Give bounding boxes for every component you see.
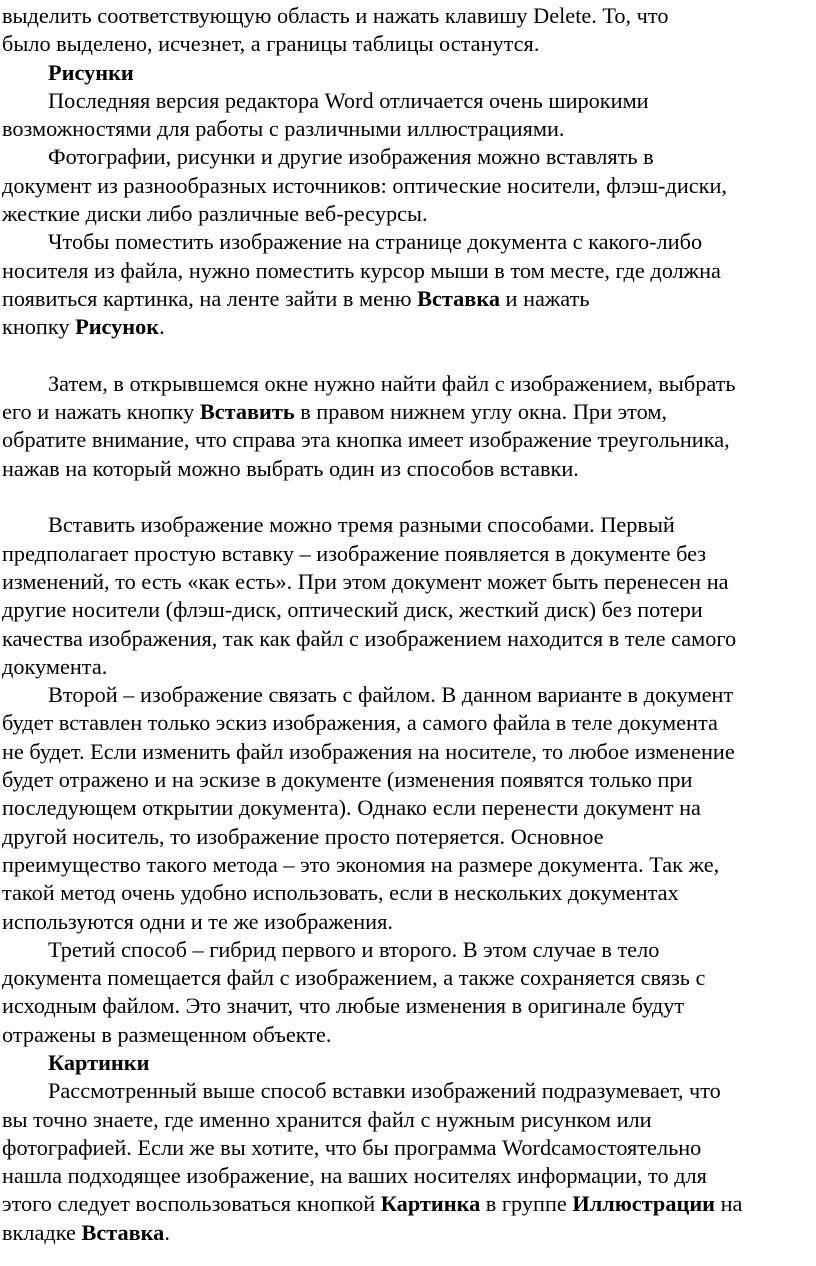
text-run: предполагает простую вставку – изображение появляется в документе без — [2, 540, 707, 566]
blank-line — [2, 342, 816, 370]
text-line — [2, 511, 816, 539]
text-run: Второй – изображение связать с файлом. В данном варианте в документ — [48, 682, 734, 708]
text-line — [2, 115, 816, 143]
text-line — [2, 398, 816, 426]
bold-term: Рисунок — [75, 314, 160, 340]
section-heading — [2, 59, 816, 87]
text-run: Затем, в открывшемся окне нужно найти файл с изображением, выбрать — [48, 370, 736, 396]
text-run: в группе — [480, 1191, 573, 1217]
text-run: такой метод очень удобно использовать, если в нескольких документах — [2, 880, 679, 906]
text-run: документа помещается файл с изображением, а также сохраняется связь с — [2, 965, 706, 991]
bold-term: Картинка — [380, 1191, 481, 1217]
text-line — [2, 879, 816, 907]
text-line — [2, 794, 816, 822]
text-line — [2, 257, 816, 285]
text-line — [2, 766, 816, 794]
text-line — [2, 625, 816, 653]
text-run: кнопку — [2, 314, 76, 340]
text-line — [2, 1134, 816, 1162]
text-line — [2, 709, 816, 737]
text-line — [2, 568, 816, 596]
text-run: будет вставлен только эскиз изображения, а самого файла в теле документа — [2, 710, 718, 736]
text-line — [2, 992, 816, 1020]
text-run: Вставить изображение можно тремя разными способами. Первый — [48, 512, 675, 538]
text-run: качества изображения, так как файл с изображением находится в теле самого — [2, 625, 737, 651]
text-run: другой носитель, то изображение просто потеряется. Основное — [2, 823, 604, 849]
section-heading — [2, 1049, 816, 1077]
text-run: нашла подходящее изображение, на ваших носителях информации, то для — [2, 1163, 707, 1189]
text-run: возможностями для работы с различными иллюстрациями. — [2, 116, 565, 142]
bold-term: Иллюстрации — [572, 1191, 716, 1217]
text-line — [2, 1077, 816, 1105]
text-line — [2, 936, 816, 964]
text-run: носителя из файла, нужно поместить курсор мыши в том месте, где должна — [2, 257, 721, 283]
text-line — [2, 1219, 816, 1247]
text-run: на — [715, 1191, 743, 1217]
text-run: фотографией. Если же вы хотите, что бы программа Wordсамостоятельно — [2, 1134, 702, 1160]
text-line — [2, 2, 816, 30]
text-line — [2, 540, 816, 568]
text-run: нажав на который можно выбрать один из способов вставки. — [2, 455, 579, 481]
text-run: появиться картинка, на ленте зайти в меню — [2, 285, 418, 311]
text-line — [2, 738, 816, 766]
text-run: исходным файлом. Это значит, что любые изменения в оригинале будут — [2, 993, 685, 1019]
text-line — [2, 313, 816, 341]
text-run: будет отражено и на эскизе в документе (изменения появятся только при — [2, 767, 693, 793]
text-line — [2, 653, 816, 681]
bold-term: Рисунки — [48, 59, 134, 85]
text-line — [2, 596, 816, 624]
text-run: обратите внимание, что справа эта кнопка имеет изображение треугольника, — [2, 427, 730, 453]
text-line — [2, 455, 816, 483]
bold-term: Вставить — [199, 399, 295, 425]
text-run: Последняя версия редактора Word отличается очень широкими — [48, 87, 649, 113]
text-run: этого следует воспользоваться кнопкой — [2, 1191, 381, 1217]
text-run: вы точно знаете, где именно хранится файл с нужным рисунком или — [2, 1106, 652, 1132]
text-line — [2, 1190, 816, 1218]
text-run: . — [164, 1219, 170, 1245]
text-run: и нажать — [499, 285, 590, 311]
text-run: жесткие диски либо различные веб-ресурсы. — [2, 201, 428, 227]
text-line — [2, 851, 816, 879]
text-run: отражены в размещенном объекте. — [2, 1021, 332, 1047]
text-run: преимущество такого метода – это экономия на размере документа. Так же, — [2, 851, 720, 877]
text-line — [2, 908, 816, 936]
text-line — [2, 285, 816, 313]
text-run: Рассмотренный выше способ вставки изображений подразумевает, что — [48, 1078, 721, 1104]
text-run: было выделено, исчезнет, а границы таблицы останутся. — [2, 31, 540, 57]
text-run: . — [159, 314, 165, 340]
text-line — [2, 1162, 816, 1190]
text-line — [2, 200, 816, 228]
text-line — [2, 426, 816, 454]
text-line — [2, 172, 816, 200]
text-run: выделить соответствующую область и нажать клавишу Delete. То, что — [2, 3, 669, 28]
text-line — [2, 681, 816, 709]
bold-term: Вставка — [81, 1219, 165, 1245]
text-run: Чтобы поместить изображение на странице документа с какого-либо — [48, 229, 703, 255]
text-line — [2, 1106, 816, 1134]
text-line — [2, 823, 816, 851]
bold-term: Вставка — [417, 285, 500, 311]
text-line — [2, 228, 816, 256]
text-line — [2, 1021, 816, 1049]
text-run: Третий способ – гибрид первого и второго. В этом случае в тело — [48, 936, 660, 962]
text-line — [2, 30, 816, 58]
text-line — [2, 370, 816, 398]
text-run: документа. — [2, 653, 108, 679]
text-run: используются одни и те же изображения. — [2, 908, 393, 934]
text-line — [2, 964, 816, 992]
text-line — [2, 87, 816, 115]
text-line — [2, 143, 816, 171]
text-run: Фотографии, рисунки и другие изображения можно вставлять в — [48, 144, 654, 170]
text-run: другие носители (флэш-диск, оптический диск, жесткий диск) без потери — [2, 597, 703, 623]
text-run: в правом нижнем углу окна. При этом, — [294, 399, 667, 425]
text-run: не будет. Если изменить файл изображения на носителе, то любое изменение — [2, 738, 735, 764]
text-run: последующем открытии документа). Однако если перенести документ на — [2, 795, 701, 821]
text-run: документ из разнообразных источников: оптические носители, флэш-диски, — [2, 172, 727, 198]
bold-term: Картинки — [48, 1049, 150, 1075]
text-run: изменений, то есть «как есть». При этом документ может быть перенесен на — [2, 568, 729, 594]
text-run: вкладке — [2, 1219, 82, 1245]
blank-line — [2, 483, 816, 511]
text-run: его и нажать кнопку — [2, 399, 200, 425]
